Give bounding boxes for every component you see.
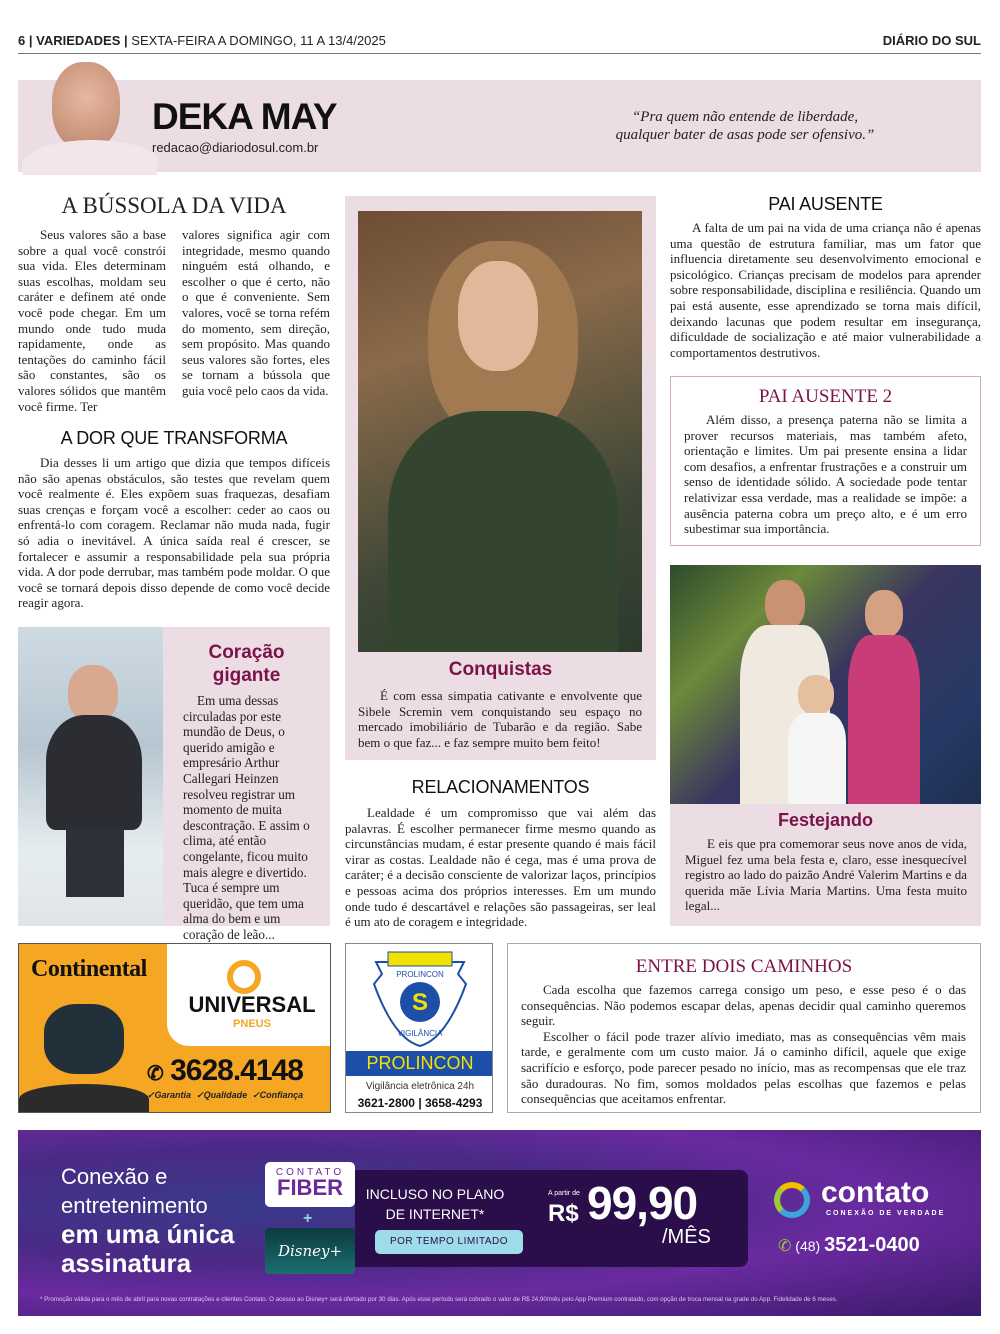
universal-tags: ✓Garantia ✓Qualidade ✓Confiança [147, 1090, 304, 1100]
universal-ring-icon [227, 960, 261, 994]
tempo-limitado-badge: POR TEMPO LIMITADO [375, 1230, 523, 1254]
svg-text:S: S [411, 989, 429, 1016]
columnist-email: redacao@diariodosul.com.br [152, 140, 319, 155]
conquistas-text: É com essa simpatia cativante e envolvente que Sibele Scremin vem conquistando seu espaço no mercado imobiliário de Tubarão e da região. Sabe bem o que faz... e faz sempre muito bem feito! [358, 688, 642, 750]
festejando-panel [670, 804, 981, 926]
bussola-title: A BÚSSOLA DA VIDA [61, 193, 287, 218]
header-rule [18, 53, 981, 54]
pai-ausente-2-title: PAI AUSENTE 2 [758, 386, 893, 407]
disney-plus-logo: Disney+ [265, 1228, 355, 1274]
svg-text:PROLINCON: PROLINCON [396, 970, 444, 979]
contato-fine-print: * Promoção válida para o mês de abril para novas contratações e clientes Contato. O acesso ao Disney+ será ofertado por 30 dias. Após esse período será cobrado o valor de R$ 24,90/mês pelo App Premium contratado, com opção de troca mensal na grade do App. Fidelidade de 6 meses. [40, 1296, 838, 1303]
page-number: 6 [18, 33, 26, 48]
contato-offer-panel: INCLUSO NO PLANO DE INTERNET* POR TEMPO LIMITADO A partir de R$ 99,90 /MÊS [355, 1170, 748, 1267]
pai-ausente-2-box [670, 376, 981, 546]
contato-ad[interactable]: Conexão e entretenimento em uma única assinatura CONTATO FIBER + Disney+ INCLUSO NO PLANO DE INTERNET* POR TEMPO LIMITADO A partir de R$ 99,90 /MÊS contato CONEXÃO DE VERDADE ✆ (48) 3521-0400 * Promoção válida para o mês de abril para novas contratações e clientes Contato. O acesso ao Disney+ será ofertado por 30 dias. Após esse período será cobrado o valor de R$ 24,90/mês pelo App Premium contratado, com opção de troca mensal na grade do App. Fidelidade de 6 meses. [18, 1130, 981, 1316]
contato-phone: ✆ (48) 3521-0400 [778, 1234, 920, 1256]
coracao-title: Coração gigante [208, 642, 285, 686]
contato-price: 99,90 [587, 1177, 698, 1229]
prolincon-shield-icon [346, 944, 493, 1052]
coracao-text: Em uma dessas circuladas por este mundão de Deus, o querido amigão e empresário Arthur Callegari Heinzen resolveu registrar um momento de muita descontração. E assim o clima, até então congelante, ficou muito mais alegre e divertido. Tuca é sempre um queridão, que tem uma alma do bem e um coração de leão... [183, 693, 310, 942]
festejando-title: Festejando [777, 810, 874, 830]
contato-headline: Conexão e entretenimento em uma única assinatura [61, 1164, 235, 1278]
contato-logo-icon [774, 1182, 810, 1218]
pai-ausente-title: PAI AUSENTE [768, 194, 883, 214]
festejando-photo [670, 565, 981, 804]
pai-ausente-text: A falta de um pai na vida de uma criança não é apenas uma questão de estrutura familiar, mas um fator que influencia diretamente seu desenvolvimento emocional e psicológico. Crianças precisam de modelos para aprender sobre responsabilidade, disciplina e resiliência. Quando um pai está ausente, esse aprendizado se torna mais difícil, deixando lacunas que podem resultar em insegurança, dificuldade de socialização e até maior vulnerabilidade a comportamentos destrutivos. [670, 220, 981, 360]
columnist-quote: “Pra quem não entende de liberdade, qualquer bater de asas pode ser ofensivo.” [615, 109, 875, 143]
svg-text:VIGILÂNCIA: VIGILÂNCIA [397, 1029, 443, 1038]
page-header: 6 | VARIEDADES | SEXTA-FEIRA A DOMINGO, 11 A 13/4/2025 [18, 33, 386, 48]
bussola-col1: Seus valores são a base sobre a qual você constrói sua vida. Eles determinam suas escolhas, moldam seu caráter e definem até onde você pode chegar. Em um mundo onde tudo muda rapidamente, onde as tentações do caminho fácil são constantes, são os valores sólidos que mantêm você firme. Ter [18, 227, 166, 414]
relacionamentos-title: RELACIONAMENTOS [411, 777, 590, 797]
coracao-panel [163, 627, 330, 942]
caminhos-text: Cada escolha que fazemos carrega consigo um peso, e esse peso é o das consequências. Não podemos escapar delas, apenas decidir qual caminho queremos seguir. Escolher o fácil pode trazer alívio imediato, mas as consequências vêm mais tarde, e geralmente com um custo maior. Já o caminho difícil, aquele que exige sacrifício e esforço, pode parecer pesado no início, mas as recompensas que ele traz são duradouras. No fim, somos moldados pelas escolhas que fazemos e pelas consequências que aceitamos enfrentar. [521, 982, 966, 1107]
coracao-photo [18, 627, 163, 926]
festejando-text: E eis que pra comemorar seus nove anos de vida, Miguel fez uma bela festa e, claro, esse inesquecível registro ao lado do paizão André Valerim Martins e da querida mãe Lívia Maria Martins. Uma festa muito legal... [685, 836, 967, 914]
universal-pneus-ad[interactable] [18, 943, 331, 1113]
dor-title: A DOR QUE TRANSFORMA [60, 428, 288, 448]
universal-logo-panel: UNIVERSAL PNEUS [167, 944, 331, 1046]
mascot-robot [44, 1004, 124, 1074]
conquistas-title: Conquistas [448, 659, 553, 680]
columnist-photo [22, 60, 157, 175]
issue-date: SEXTA-FEIRA A DOMINGO, 11 A 13/4/2025 [131, 33, 386, 48]
whatsapp-icon: ✆ [778, 1238, 792, 1255]
caminhos-box [507, 943, 981, 1113]
conquistas-photo [358, 211, 642, 652]
section-name: VARIEDADES [36, 33, 121, 48]
contato-fiber-logo: CONTATO FIBER [265, 1162, 355, 1207]
dor-text: Dia desses li um artigo que dizia que tempos difíceis não são apenas obstáculos, são testes que revelam quem você realmente é. Eles expõem suas fraquezas, desafiam suas crenças e forçam você a escolher: ceder ao caos ou enfrentá-lo com coragem. Reclamar não muda nada, fugir só adia o inevitável. A única saída real é crescer, se fortalecer e assumir a responsabilidade pela sua própria vida. A dor pode derrubar, mas também pode moldar. O que você se tornará depois disso depende de como você decide reagir agora. [18, 455, 330, 611]
bussola-col2: valores significa agir com integridade, mesmo quando ninguém está olhando, e escolher o que é certo, não o que é conveniente. Sem valores, você se torna refém do momento, sem direção, sem propósito. Mas quando seus valores são fortes, eles se tornam a bússola que guia você pelo caos da vida. [182, 227, 330, 398]
caminhos-title: ENTRE DOIS CAMINHOS [635, 956, 853, 977]
contato-logo: contato [821, 1176, 930, 1209]
relacionamentos-text: Lealdade é um compromisso que vai além das palavras. É escolher permanecer firme mesmo quando as circunstâncias mudam, é estar presente quando é mais fácil virar as costas. Lealdade não é cega, mas é uma prova de caráter; é a decisão consciente de valorizar laços, princípios e pessoas acima dos próprios interesses. Em um mundo onde tudo é descartável e relações são passageiras, ser leal é um ato de coragem e integridade. [345, 805, 656, 930]
prolincon-ad[interactable]: S PROLINCON VIGILÂNCIA PROLINCON Vigilância eletrônica 24h 3621-2800 | 3658-4293 [345, 943, 493, 1113]
columnist-name: DEKA MAY [152, 96, 337, 137]
road [19, 1084, 149, 1113]
universal-phone: ✆ 3628.4148 [147, 1054, 303, 1087]
continental-logo: Continental [31, 956, 147, 982]
pai-ausente-2-text: Além disso, a presença paterna não se limita a prover recursos materiais, mas também afeto, orientação e limites. Um pai presente ensina a lidar com desafios, a enfrentar frustrações e a construir um senso de identidade sólido. A sociedade pode tentar relativizar essa verdade, mas a realidade se impõe: a ausência paterna cobra um preço alto, e é um erro subestimar sua importância. [684, 412, 967, 537]
phone-icon: ✆ [147, 1063, 163, 1085]
paper-name: DIÁRIO DO SUL [882, 33, 981, 48]
